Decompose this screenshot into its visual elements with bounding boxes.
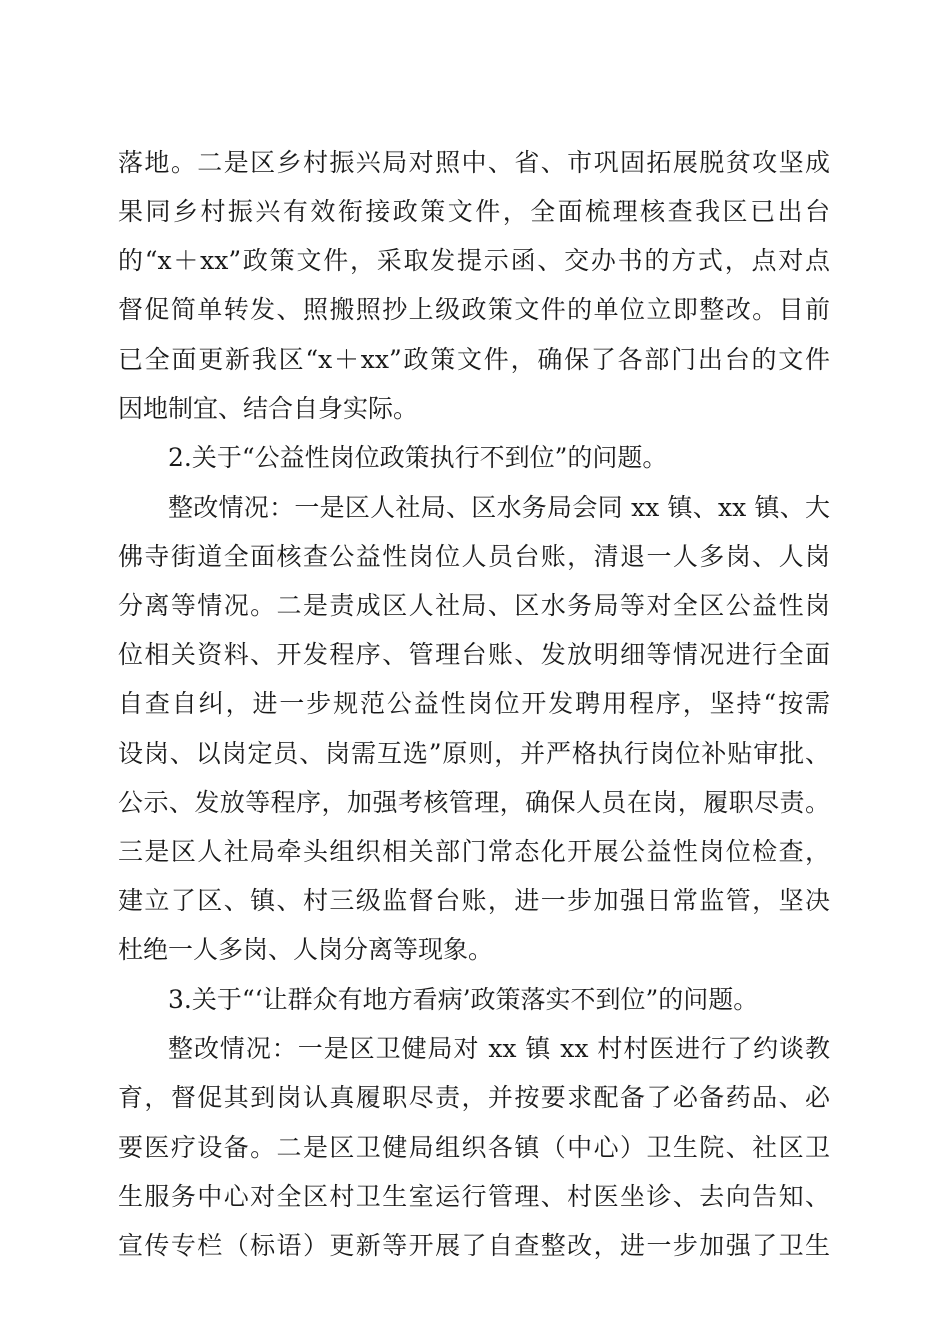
body-line: 杜绝一人多岗、人岗分离等现象。	[118, 935, 494, 964]
body-line: 公示、发放等程序，加强考核管理，确保人员在岗，履职尽责。	[118, 788, 830, 817]
body-line: 设岗、以岗定员、岗需互选”原则，并严格执行岗位补贴审批、	[118, 739, 830, 768]
section-heading-3: 3.关于“‘让群众有地方看病’政策落实不到位”的问题。	[168, 985, 759, 1014]
body-line: 分离等情况。二是责成区人社局、区水务局等对全区公益性岗	[118, 591, 830, 620]
body-line: 整改情况：一是区人社局、区水务局会同 xx 镇、xx 镇、大	[168, 493, 830, 522]
body-line: 位相关资料、开发程序、管理台账、发放明细等情况进行全面	[118, 640, 830, 669]
body-line: 的“x＋xx”政策文件，采取发提示函、交办书的方式，点对点	[118, 246, 830, 275]
body-line: 生服务中心对全区村卫生室运行管理、村医坐诊、去向告知、	[118, 1182, 830, 1211]
body-line: 整改情况：一是区卫健局对 xx 镇 xx 村村医进行了约谈教	[168, 1034, 830, 1063]
body-line: 三是区人社局牵头组织相关部门常态化开展公益性岗位检查，	[118, 837, 830, 866]
body-line: 宣传专栏（标语）更新等开展了自查整改，进一步加强了卫生	[118, 1231, 830, 1260]
body-line: 果同乡村振兴有效衔接政策文件，全面梳理核查我区已出台	[118, 197, 830, 226]
body-line: 建立了区、镇、村三级监督台账，进一步加强日常监管，坚决	[118, 886, 830, 915]
body-line: 落地。二是区乡村振兴局对照中、省、市巩固拓展脱贫攻坚成	[118, 148, 830, 177]
body-line: 督促简单转发、照搬照抄上级政策文件的单位立即整改。目前	[118, 295, 830, 324]
body-line: 已全面更新我区“x＋xx”政策文件，确保了各部门出台的文件	[118, 345, 830, 374]
body-line: 因地制宜、结合自身实际。	[118, 394, 419, 423]
section-heading-2: 2.关于“公益性岗位政策执行不到位”的问题。	[168, 443, 668, 472]
body-line: 育，督促其到岗认真履职尽责，并按要求配备了必备药品、必	[118, 1083, 830, 1112]
body-line: 要医疗设备。二是区卫健局组织各镇（中心）卫生院、社区卫	[118, 1133, 830, 1162]
body-line: 佛寺街道全面核查公益性岗位人员台账，清退一人多岗、人岗	[118, 542, 830, 571]
body-line: 自查自纠，进一步规范公益性岗位开发聘用程序，坚持“按需	[118, 689, 830, 718]
